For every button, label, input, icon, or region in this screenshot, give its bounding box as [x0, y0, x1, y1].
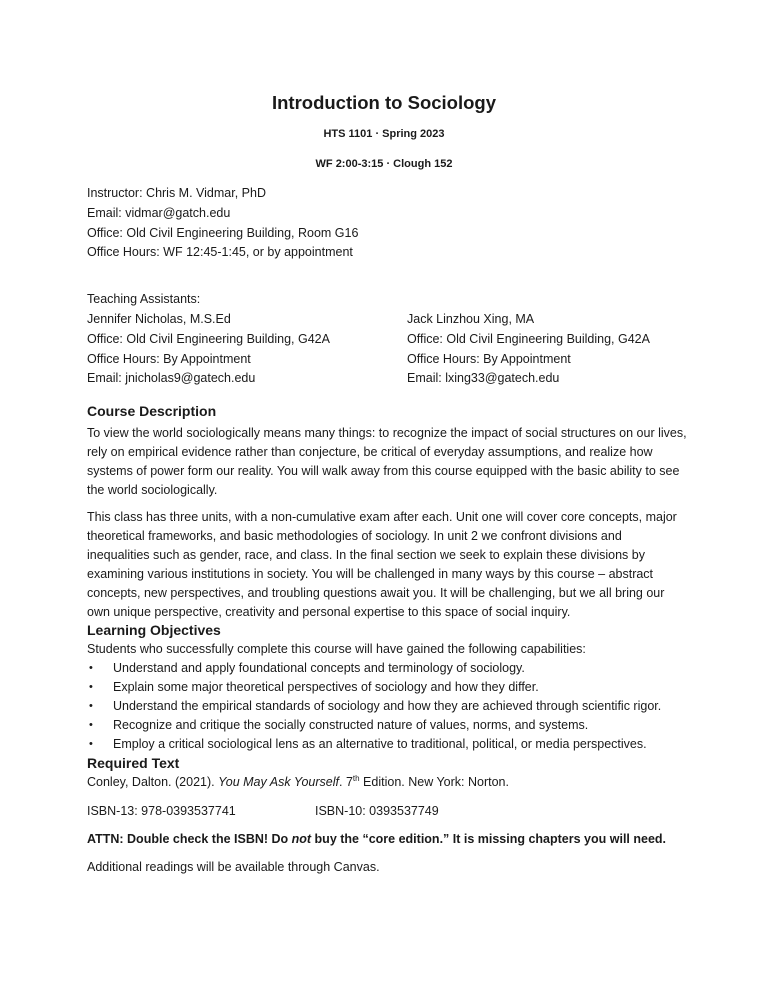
course-description-heading: Course Description: [87, 403, 217, 419]
warning-text-start: ATTN: Double check the ISBN! Do: [87, 832, 292, 846]
bullet-icon: •: [89, 662, 93, 674]
isbn-warning: [87, 830, 707, 849]
citation-edition-superscript: th: [352, 773, 360, 783]
list-item: [87, 697, 707, 716]
citation-publisher: Edition. New York: Norton.: [359, 775, 509, 789]
instructor-office: Office: Old Civil Engineering Building, Room G16: [87, 225, 359, 240]
ta-1-name: Jennifer Nicholas, M.S.Ed: [87, 312, 231, 326]
required-text-heading: Required Text: [87, 755, 180, 771]
objective-text: Explain some major theoretical perspectives of sociology and how they differ.: [113, 680, 539, 694]
learning-objectives-section: [87, 621, 707, 754]
course-description-section: [87, 402, 687, 622]
ta-1-info: [87, 310, 330, 389]
objective-text: Understand the empirical standards of sociology and how they are achieved through scientific rigor.: [113, 699, 662, 713]
citation-title: You May Ask Yourself: [218, 775, 339, 789]
objective-text: Understand and apply foundational concepts and terminology of sociology.: [113, 661, 525, 675]
learning-objectives-heading: Learning Objectives: [87, 622, 221, 638]
ta-2-info: [407, 310, 650, 389]
instructor-office-hours: Office Hours: WF 12:45-1:45, or by appointment: [87, 245, 353, 260]
list-item: [87, 678, 707, 697]
ta-2-office-hours: Office Hours: By Appointment: [407, 351, 571, 366]
ta-1-email: Email: jnicholas9@gatech.edu: [87, 371, 256, 386]
course-schedule: WF 2:00-3:15 · Clough 152: [315, 158, 453, 170]
course-code-term: HTS 1101 · Spring 2023: [323, 128, 445, 140]
isbn-13: ISBN-13: 978-0393537741: [87, 804, 236, 818]
teaching-assistants-heading: Teaching Assistants:: [87, 292, 201, 306]
learning-objectives-list: [87, 659, 707, 754]
ta-2-email: Email: lxing33@gatech.edu: [407, 371, 560, 386]
isbn-10: ISBN-10: 0393537749: [315, 804, 439, 818]
instructor-info: [87, 184, 358, 263]
citation-edition-number: . 7: [339, 775, 353, 789]
citation-author: Conley, Dalton. (2021).: [87, 775, 219, 789]
bullet-icon: •: [89, 700, 93, 712]
ta-2-office: Office: Old Civil Engineering Building, G42A: [407, 331, 650, 346]
instructor-name: Instructor: Chris M. Vidmar, PhD: [87, 186, 266, 200]
bullet-icon: •: [89, 681, 93, 693]
bullet-icon: •: [89, 738, 93, 750]
ta-2-name: Jack Linzhou Xing, MA: [407, 312, 535, 326]
ta-1-office: Office: Old Civil Engineering Building, G42A: [87, 331, 330, 346]
required-text-section: [87, 754, 707, 877]
list-item: [87, 735, 707, 754]
page-title: Introduction to Sociology: [271, 92, 497, 113]
objective-text: Recognize and critique the socially constructed nature of values, norms, and systems.: [113, 718, 589, 732]
instructor-email: Email: vidmar@gatch.edu: [87, 205, 231, 220]
warning-emphasis: not: [291, 832, 312, 846]
list-item: [87, 659, 707, 678]
objective-text: Employ a critical sociological lens as an alternative to traditional, political, or media perspectives.: [113, 737, 647, 751]
ta-1-office-hours: Office Hours: By Appointment: [87, 351, 251, 366]
warning-text-end: buy the “core edition.” It is missing chapters you will need.: [311, 832, 667, 846]
additional-readings-note: Additional readings will be available through Canvas.: [87, 860, 380, 874]
list-item: [87, 716, 707, 735]
learning-objectives-intro: Students who successfully complete this course will have gained the following capabilities:: [87, 642, 586, 656]
course-description-paragraph-1: To view the world sociologically means many things: to recognize the impact of social structures on our lives, rely on empirical evidence rather than conjecture, be critical of everyday assumptions, and realize how systems of power form our reality. You will walk away from this course equipped with the basic ability to see the world sociologically.: [87, 426, 687, 497]
course-description-paragraph-2: This class has three units, with a non-cumulative exam after each. Unit one will cover core concepts, major theoretical frameworks, and basic methodologies of sociology. In unit 2 we confront divisions and inequalities such as gender, race, and class. In the final section we seek to explain these divisions by examining various institutions in society. You will be challenged in many ways by this course – abstract concepts, new perspectives, and troubling questions await you. It will be challenging, but we all bring our own unique perspective, creativity and personal expertise to this space of social inquiry.: [87, 510, 677, 619]
textbook-citation: [87, 773, 707, 792]
bullet-icon: •: [89, 719, 93, 731]
isbn-row: [87, 802, 707, 821]
